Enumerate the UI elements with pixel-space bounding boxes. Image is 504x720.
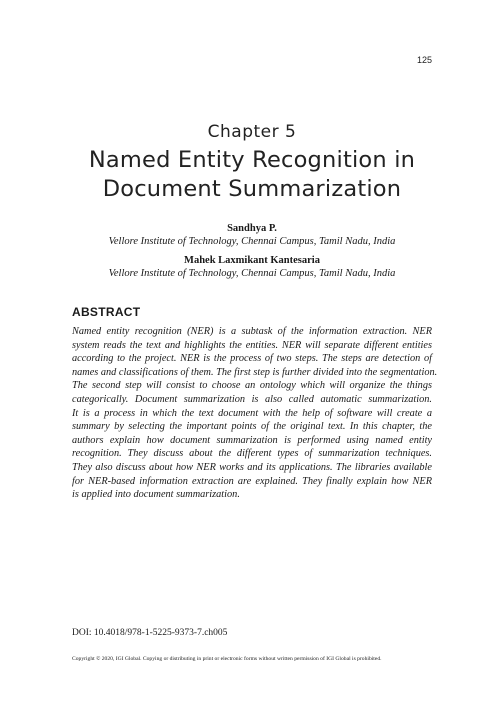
- page-number: 125: [416, 55, 432, 65]
- author-name: Sandhya P.: [227, 223, 277, 234]
- doi-text: DOI: 10.4018/978-1-5225-9373-7.ch005: [72, 628, 228, 638]
- author-block: [40, 222, 464, 248]
- abstract-line: They also discuss about how NER works and its applications. The libraries available: [72, 461, 432, 473]
- abstract-line: for NER-based information extraction are explained. They finally explain how NER: [72, 475, 432, 487]
- abstract-line: recognition. They discuss about the different types of summarization techniques.: [72, 448, 432, 460]
- abstract-line: categorically. Document summarization is also called automatic summarization.: [72, 393, 432, 405]
- abstract-line: authors explain how document summarization is performed using named entity: [72, 434, 432, 446]
- abstract-line: It is a process in which the text document with the help of software will create a: [72, 407, 432, 419]
- abstract-body: [72, 325, 438, 502]
- chapter-label: Chapter 5: [207, 122, 297, 142]
- author-list: [40, 222, 464, 286]
- author-name: Mahek Laxmikant Kantesaria: [184, 255, 320, 266]
- abstract-line: The second step will consist to choose an ontology which will organize the things: [72, 380, 432, 392]
- abstract-line: system reads the text and highlights the entities. NER will separate different entities: [72, 339, 432, 351]
- abstract-heading: ABSTRACT: [72, 305, 141, 319]
- chapter-title-line: Document Summarization: [102, 176, 402, 202]
- abstract-line: Named entity recognition (NER) is a subtask of the information extraction. NER: [72, 326, 432, 337]
- chapter-title: [60, 146, 444, 204]
- copyright-notice: Copyright © 2020, IGI Global. Copying or distributing in print or electronic forms without written permission of IGI Global is prohibited.: [72, 656, 382, 662]
- abstract-line: according to the project. NER is the process of two steps. The steps are detection of: [72, 353, 432, 365]
- abstract-line: is applied into document summarization.: [72, 489, 240, 501]
- abstract-line: summary by selecting the important points of the original text. In this chapter, the: [72, 421, 432, 433]
- chapter-title-line: Named Entity Recognition in: [88, 147, 416, 173]
- author-block: [40, 254, 464, 280]
- author-affiliation: Vellore Institute of Technology, Chennai Campus, Tamil Nadu, India: [108, 236, 396, 247]
- author-affiliation: Vellore Institute of Technology, Chennai Campus, Tamil Nadu, India: [108, 268, 396, 279]
- abstract-line: names and classifications of them. The first step is further divided into the segmentation.: [72, 366, 438, 378]
